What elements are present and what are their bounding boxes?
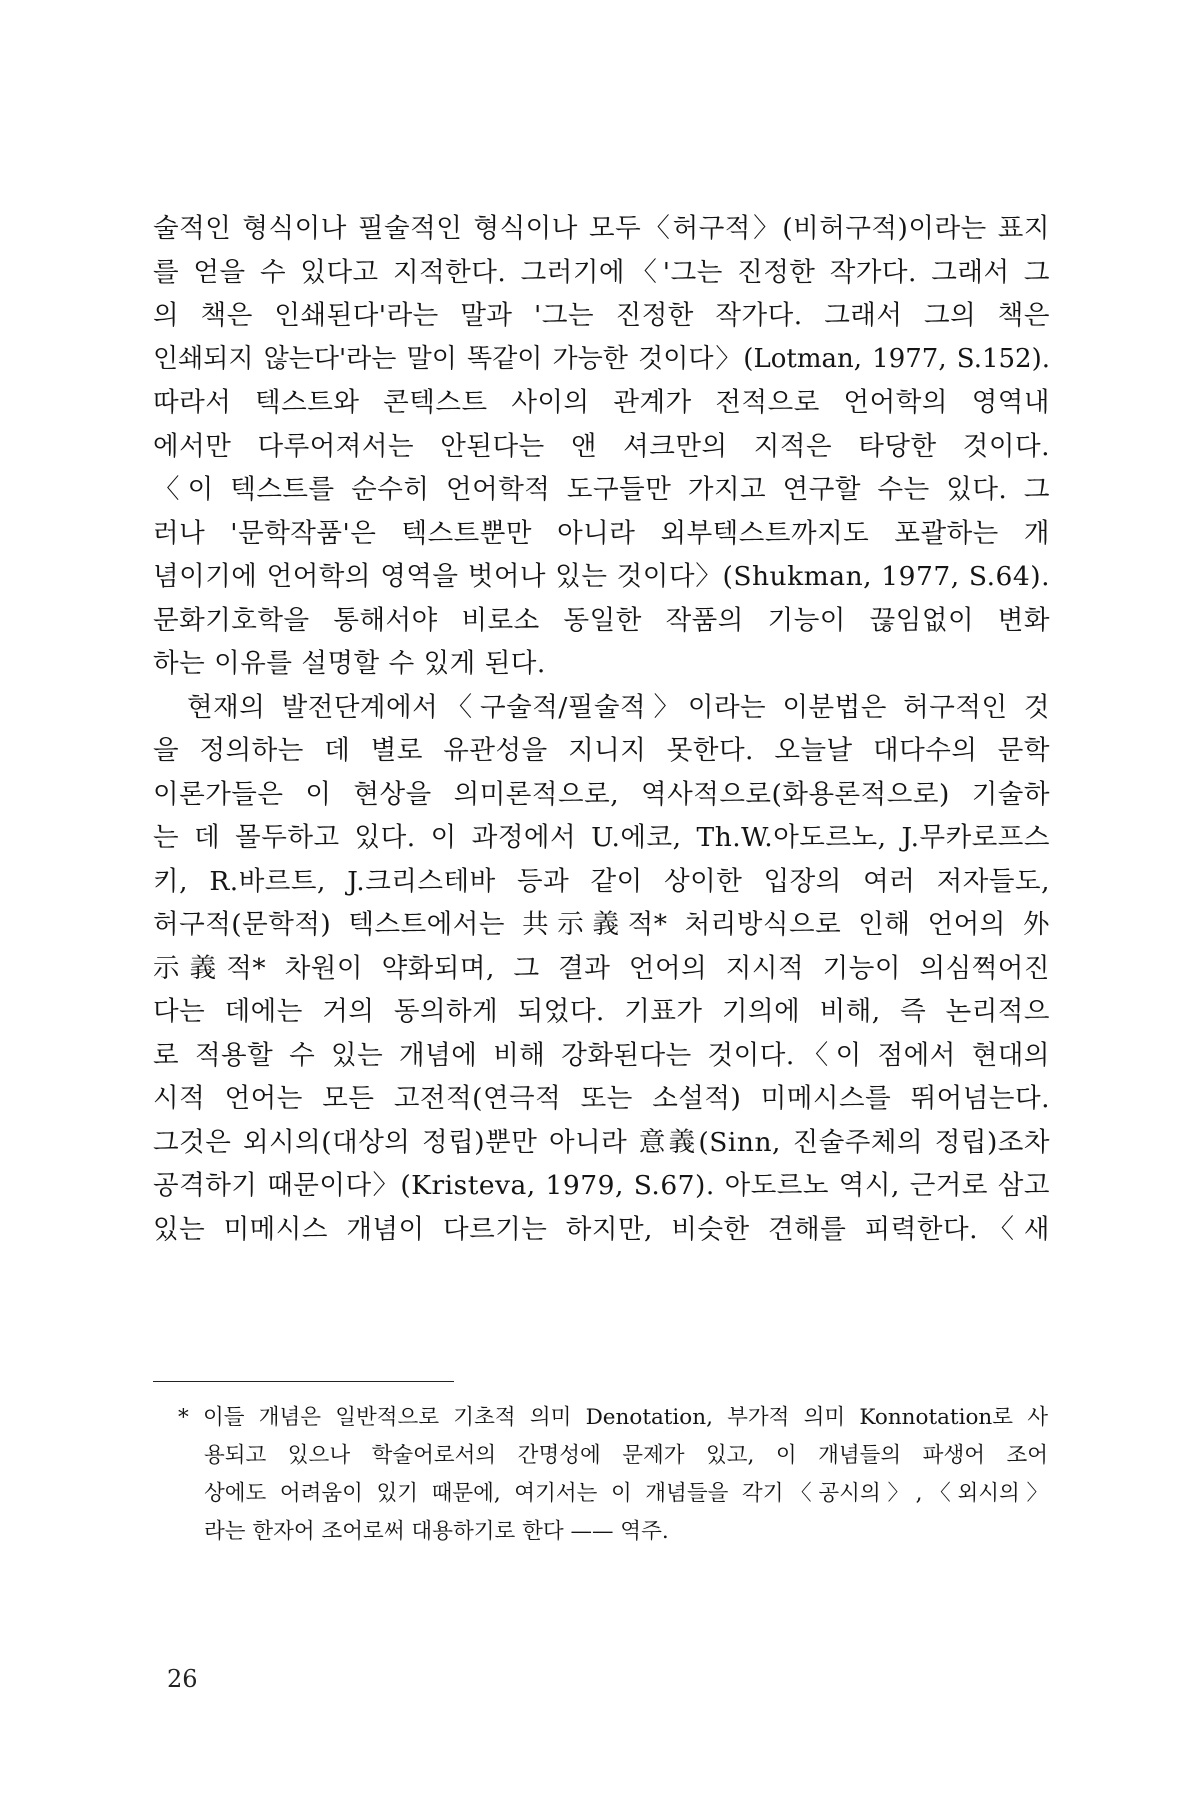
body-line: 현재의 발전단계에서〈구술적/필술적〉이라는 이분법은 허구적인 것 <box>187 691 1050 723</box>
footnote-line: 상에도 어려움이 있기 때문에, 여기서는 이 개념들을 각기〈공시의〉,〈외시의〉 <box>204 1481 1048 1506</box>
body-line: 러나 '문학작품'은 텍스트뿐만 아니라 외부텍스트까지도 포괄하는 개 <box>153 517 1050 549</box>
body-line: 에서만 다루어져서는 안된다는 앤 셔크만의 지적은 타당한 것이다. <box>153 430 1050 462</box>
body-line: 〈이 텍스트를 순수히 언어학적 도구들만 가지고 연구할 수는 있다. 그 <box>153 474 1050 505</box>
body-line: 공격하기 때문이다〉(Kristeva, 1979, S.67). 아도르노 역시, 근거로 삼고 <box>153 1170 1050 1201</box>
body-line: 는 데 몰두하고 있다. 이 과정에서 U.에코, Th.W.아도르노, J.무카로프스 <box>153 822 1050 853</box>
body-line: 술적인 형식이나 필술적인 형식이나 모두〈허구적〉(비허구적)이라는 표지 <box>153 213 1050 244</box>
footnote-line: 라는 한자어 조어로써 대용하기로 한다 —— 역주. <box>204 1519 669 1544</box>
footnote-line: 용되고 있으나 학술어로서의 간명성에 문제가 있고, 이 개념들의 파생어 조어 <box>204 1443 1048 1468</box>
body-line: 있는 미메시스 개념이 다르기는 하지만, 비슷한 견해를 피력한다.〈새 <box>153 1213 1050 1245</box>
body-line: 를 얻을 수 있다고 지적한다. 그러기에〈'그는 진정한 작가다. 그래서 그 <box>153 256 1050 288</box>
footnote-divider <box>153 1381 454 1382</box>
body-line: 따라서 텍스트와 콘텍스트 사이의 관계가 전적으로 언어학의 영역내 <box>153 387 1050 418</box>
body-line: 의 책은 인쇄된다'라는 말과 '그는 진정한 작가다. 그래서 그의 책은 <box>153 300 1050 331</box>
body-line: 示義적* 차원이 약화되며, 그 결과 언어의 지시적 기능이 의심쩍어진 <box>153 952 1050 984</box>
footnotes <box>178 1399 1048 1551</box>
footnote-line: * 이들 개념은 일반적으로 기초적 의미 Denotation, 부가적 의미 Konnotation로 사 <box>178 1405 1048 1430</box>
body-line: 하는 이유를 설명할 수 있게 된다. <box>153 648 546 679</box>
body-line: 로 적용할 수 있는 개념에 비해 강화된다는 것이다.〈이 점에서 현대의 <box>153 1039 1050 1071</box>
page-number: 26 <box>167 1665 198 1693</box>
body-text <box>153 207 1050 1251</box>
body-line: 키, R.바르트, J.크리스테바 등과 같이 상이한 입장의 여러 저자들도, <box>153 865 1050 897</box>
body-line: 이론가들은 이 현상을 의미론적으로, 역사적으로(화용론적으로) 기술하 <box>153 778 1050 810</box>
body-line: 념이기에 언어학의 영역을 벗어나 있는 것이다〉(Shukman, 1977, S.64). <box>153 561 1050 592</box>
body-line: 을 정의하는 데 별로 유관성을 지니지 못한다. 오늘날 대다수의 문학 <box>153 735 1050 766</box>
body-line: 허구적(문학적) 텍스트에서는 共示義적* 처리방식으로 인해 언어의 外 <box>153 909 1050 940</box>
body-line: 그것은 외시의(대상의 정립)뿐만 아니라 意義(Sinn, 진술주체의 정립)조차 <box>153 1126 1050 1158</box>
body-line: 시적 언어는 모든 고전적(연극적 또는 소설적) 미메시스를 뛰어넘는다. <box>153 1083 1050 1114</box>
body-line: 인쇄되지 않는다'라는 말이 똑같이 가능한 것이다〉(Lotman, 1977, S.152). <box>153 343 1050 374</box>
body-line: 다는 데에는 거의 동의하게 되었다. 기표가 기의에 비해, 즉 논리적으 <box>153 996 1050 1027</box>
body-line: 문화기호학을 통해서야 비로소 동일한 작품의 기능이 끊임없이 변화 <box>153 604 1050 636</box>
